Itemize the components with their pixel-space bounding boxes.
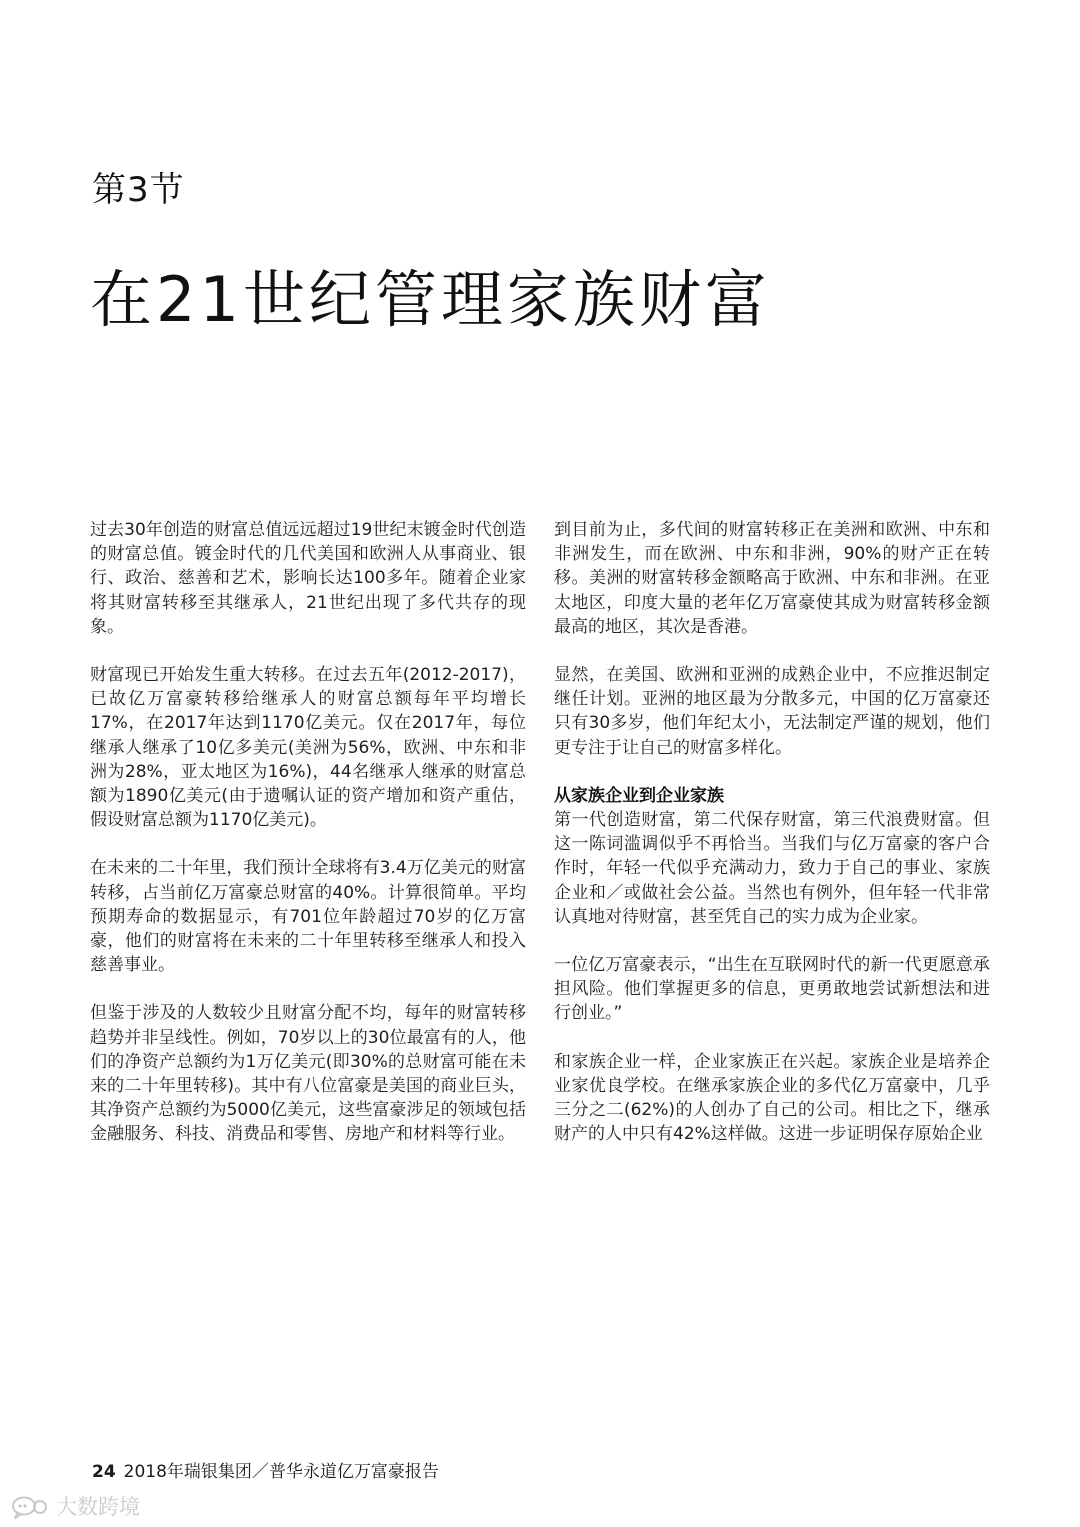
paragraph: 财富现已开始发生重大转移。在过去五年(2012-2017)，已故亿万富豪转移给继承人的财富总额每年平均增长17%，在2017年达到1170亿美元。仅在2017年，每位继承人继承了10亿多美元(美洲为56%，欧洲、中东和非洲为28%，亚太地区为16%)，44名继承人继承的财富总额为1890亿美元(由于遗嘱认证的资产增加和资产重估，假设财富总额为1170亿美元)。 [90, 665, 526, 831]
right-column [554, 518, 990, 1170]
page-title: 在21世纪管理家族财富 [90, 262, 771, 336]
chat-bubble-icon [10, 1495, 50, 1519]
paragraph: 在未来的二十年里，我们预计全球将有3.4万亿美元的财富转移，占当前亿万富豪总财富的40%。计算很简单。平均预期寿命的数据显示，有701位年龄超过70岁的亿万富豪，他们的财富将在未来的二十年里转移至继承人和投入慈善事业。 [90, 858, 526, 976]
paragraph: 和家族企业一样，企业家族正在兴起。家族企业是培养企业家优良学校。在继承家族企业的多代亿万富豪中，几乎三分之二(62%)的人创办了自己的公司。相比之下，继承财产的人中只有42%这样做。这进一步证明保存原始企业 [554, 1051, 990, 1145]
page-footer [92, 1461, 439, 1483]
paragraph: 但鉴于涉及的人数较少且财富分配不均，每年的财富转移趋势并非呈线性。例如，70岁以上的30位最富有的人，他们的净资产总额约为1万亿美元(即30%的总财富可能在未来的二十年里转移)。其中有八位富豪是美国的商业巨头，其净资产总额约为5000亿美元，这些富豪涉足的领域包括金融服务、科技、消费品和零售、房地产和材料等行业。 [90, 1003, 526, 1145]
paragraph: 一位亿万富豪表示，“出生在互联网时代的新一代更愿意承担风险。他们掌握更多的信息，更勇敢地尝试新想法和进行创业。” [554, 955, 990, 1024]
page-number: 24 [92, 1462, 116, 1482]
subheading: 从家族企业到企业家族 [554, 785, 724, 806]
watermark [10, 1493, 140, 1521]
section-label: 第3节 [92, 170, 185, 210]
left-column [90, 518, 526, 1171]
paragraph: 过去30年创造的财富总值远远超过19世纪末镀金时代创造的财富总值。镀金时代的几代美国和欧洲人从事商业、银行、政治、慈善和艺术，影响长达100多年。随着企业家将其财富转移至其继承人，21世纪出现了多代共存的现象。 [90, 520, 526, 637]
publication-title: 2018年瑞银集团／普华永道亿万富豪报告 [123, 1462, 439, 1482]
paragraph: 第一代创造财富，第二代保存财富，第三代浪费财富。但这一陈词滥调似乎不再恰当。当我们与亿万富豪的客户合作时，年轻一代似乎充满动力，致力于自己的事业、家族企业和／或做社会公益。当然也有例外，但年轻一代非常认真地对待财富，甚至凭自己的实力成为企业家。 [554, 810, 990, 927]
paragraph: 到目前为止，多代间的财富转移正在美洲和欧洲、中东和非洲发生，而在欧洲、中东和非洲，90%的财产正在转移。美洲的财富转移金额略高于欧洲、中东和非洲。在亚太地区，印度大量的老年亿万富豪使其成为财富转移金额最高的地区，其次是香港。 [554, 520, 990, 637]
watermark-text: 大数跨境 [56, 1495, 140, 1519]
paragraph: 显然，在美国、欧洲和亚洲的成熟企业中，不应推迟制定继任计划。亚洲的地区最为分散多元，中国的亿万富豪还只有30多岁，他们年纪太小，无法制定严谨的规划，他们更专注于让自己的财富多样化。 [554, 665, 990, 758]
